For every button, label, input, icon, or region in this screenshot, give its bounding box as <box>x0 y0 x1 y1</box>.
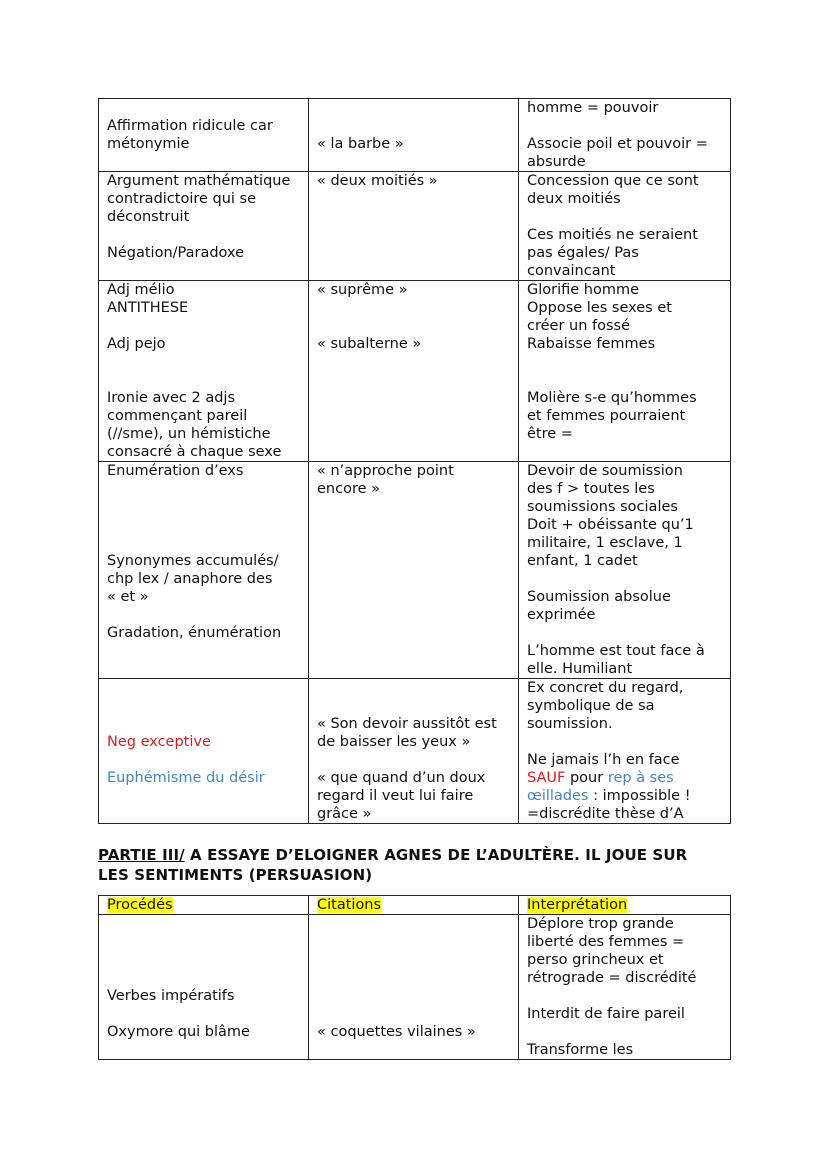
text-line <box>107 1005 300 1023</box>
text-line <box>527 733 722 751</box>
text-line: soumissions sociales <box>527 499 678 515</box>
text-line <box>317 317 510 335</box>
text-line <box>317 1005 510 1023</box>
text-line: absurde <box>527 154 586 170</box>
text-line: Ex concret du regard, <box>527 680 684 696</box>
text-line: Devoir de soumission <box>527 463 683 479</box>
text-line: Adj pejo <box>107 336 166 352</box>
text-line <box>107 480 300 498</box>
text-line: « subalterne » <box>317 336 422 352</box>
text-line: grâce » <box>317 806 372 822</box>
heading-line2: LES SENTIMENTS (PERSUASION) <box>98 866 373 884</box>
text-line: et femmes pourraient <box>527 408 686 424</box>
text-line: perso grincheux et <box>527 952 664 968</box>
heading-line1: A ESSAYE D’ELOIGNER AGNES DE L’ADULTÈRE. IL JOUE SUR <box>184 846 688 864</box>
text-line <box>317 915 510 933</box>
text-line: convaincant <box>527 263 616 279</box>
text-line <box>107 99 300 117</box>
citations-cell <box>309 679 519 824</box>
table-header-row <box>99 896 731 915</box>
citations-cell <box>309 99 519 172</box>
text-line: métonymie <box>107 136 190 152</box>
procedes-cell <box>99 281 309 462</box>
text-line <box>107 371 300 389</box>
text-line: enfant, 1 cadet <box>527 553 638 569</box>
procedes-cell <box>99 462 309 679</box>
text-line <box>527 1023 722 1041</box>
text-line: Enumération d’exs <box>107 463 244 479</box>
text-line <box>107 353 300 371</box>
interpretation-cell <box>519 679 731 824</box>
text-line: « que quand d’un doux <box>317 770 486 786</box>
text-line <box>317 299 510 317</box>
text-line: Déplore trop grande <box>527 916 674 932</box>
text-line: Synonymes accumulés/ <box>107 553 279 569</box>
text-line <box>527 371 722 389</box>
text-line <box>107 933 300 951</box>
interpretation-cell <box>519 281 731 462</box>
table-row <box>99 281 731 462</box>
text-line <box>107 606 300 624</box>
text-line: de baisser les yeux » <box>317 734 471 750</box>
text-line <box>317 987 510 1005</box>
text-line: Soumission absolue <box>527 589 671 605</box>
procedes-cell <box>99 99 309 172</box>
text-line: « la barbe » <box>317 136 404 152</box>
text-line: « et » <box>107 589 149 605</box>
text-line: homme = pouvoir <box>527 100 659 116</box>
text-line: deux moitiés <box>527 191 621 207</box>
text-line: Transforme les <box>527 1042 634 1058</box>
text-line: Doit + obéissante qu’1 <box>527 517 694 533</box>
text-line <box>317 969 510 987</box>
text-line: des f > toutes les <box>527 481 655 497</box>
text-line: liberté des femmes = <box>527 934 685 950</box>
procedes-cell <box>99 679 309 824</box>
text-line: « deux moitiés » <box>317 173 438 189</box>
text-line: « suprême » <box>317 282 408 298</box>
text-line: soumission. <box>527 716 613 732</box>
text-line: rétrograde = discrédité <box>527 970 697 986</box>
text-line: Ironie avec 2 adjs <box>107 390 236 406</box>
text-line: Rabaisse femmes <box>527 336 656 352</box>
sauf-line <box>527 769 722 787</box>
text-line: L’homme est tout face à <box>527 643 705 659</box>
analysis-table <box>98 98 731 824</box>
text-line: contradictoire qui se <box>107 191 257 207</box>
text-line <box>317 99 510 117</box>
euphemisme-label: Euphémisme du désir <box>107 770 265 786</box>
partie-iii-table <box>98 895 731 1060</box>
text-line: Glorifie homme <box>527 282 640 298</box>
interpretation-cell <box>519 99 731 172</box>
pour-word: pour <box>569 770 604 786</box>
text-line: être = <box>527 426 573 442</box>
citations-cell <box>309 462 519 679</box>
header-interpretation: Interprétation <box>519 896 731 915</box>
neg-exceptive-label: Neg exceptive <box>107 734 211 750</box>
text-line: Verbes impératifs <box>107 988 235 1004</box>
citations-cell <box>309 172 519 281</box>
interpretation-cell <box>519 915 731 1060</box>
sauf-word: SAUF <box>527 770 566 786</box>
text-line: consacré à chaque sexe <box>107 444 282 460</box>
text-line <box>107 969 300 987</box>
interpretation-cell <box>519 172 731 281</box>
text-line <box>317 679 510 697</box>
oeillades-word: œillades <box>527 788 589 804</box>
text-line: Interdit de faire pareil <box>527 1006 685 1022</box>
text-line: Oppose les sexes et <box>527 300 672 316</box>
text-line: Associe poil et pouvoir = <box>527 136 708 152</box>
text-line: encore » <box>317 481 380 497</box>
text-line: symbolique de sa <box>527 698 655 714</box>
heading-prefix: PARTIE III/ <box>98 846 185 864</box>
text-line: « n’approche point <box>317 463 454 479</box>
interpretation-cell <box>519 462 731 679</box>
citations-cell <box>309 915 519 1060</box>
text-line: Concession que ce sont <box>527 173 699 189</box>
text-line <box>107 915 300 933</box>
text-line: ANTITHESE <box>107 300 189 316</box>
text-line <box>317 933 510 951</box>
text-line: commençant pareil <box>107 408 248 424</box>
text-line: Argument mathématique <box>107 173 291 189</box>
text-line: Affirmation ridicule car <box>107 118 273 134</box>
discredite-line: =discrédite thèse d’A <box>527 806 684 822</box>
table-row <box>99 915 731 1060</box>
procedes-cell <box>99 172 309 281</box>
header-procedes: Procédés <box>99 896 309 915</box>
text-line: militaire, 1 esclave, 1 <box>527 535 683 551</box>
text-line: « Son devoir aussitôt est <box>317 716 497 732</box>
text-line <box>527 117 722 135</box>
table-row <box>99 172 731 281</box>
text-line <box>527 570 722 588</box>
table-row <box>99 679 731 824</box>
oeillades-line <box>527 787 722 805</box>
text-line <box>107 534 300 552</box>
text-line <box>107 317 300 335</box>
text-line <box>107 951 300 969</box>
text-line <box>107 498 300 516</box>
text-line <box>527 624 722 642</box>
text-line: chp lex / anaphore des <box>107 571 273 587</box>
text-line <box>107 516 300 534</box>
text-line: Négation/Paradoxe <box>107 245 245 261</box>
text-line: (//sme), un hémistiche <box>107 426 271 442</box>
section-heading <box>98 845 738 885</box>
citations-cell <box>309 281 519 462</box>
text-line <box>317 951 510 969</box>
text-line: Gradation, énumération <box>107 625 282 641</box>
text-line: Ne jamais l’h en face <box>527 752 680 768</box>
text-line: pas égales/ Pas <box>527 245 639 261</box>
text-line: « coquettes vilaines » <box>317 1024 476 1040</box>
header-citations: Citations <box>309 896 519 915</box>
text-line: Adj mélio <box>107 282 175 298</box>
procedes-cell <box>99 915 309 1060</box>
text-line <box>527 987 722 1005</box>
text-line: déconstruit <box>107 209 190 225</box>
text-line <box>317 751 510 769</box>
text-line: exprimée <box>527 607 596 623</box>
text-line: Ces moitiés ne seraient <box>527 227 698 243</box>
impossible-phrase: : impossible ! <box>593 788 691 804</box>
text-line: Oxymore qui blâme <box>107 1024 250 1040</box>
rep-a-ses-phrase: rep à ses <box>607 770 674 786</box>
text-line <box>527 353 722 371</box>
text-line: elle. Humiliant <box>527 661 633 677</box>
text-line <box>317 117 510 135</box>
text-line: créer un fossé <box>527 318 631 334</box>
text-line <box>317 697 510 715</box>
text-line: regard il veut lui faire <box>317 788 474 804</box>
text-line: Molière s-e qu’hommes <box>527 390 697 406</box>
table-row <box>99 99 731 172</box>
text-line <box>527 208 722 226</box>
text-line <box>107 226 300 244</box>
table-row <box>99 462 731 679</box>
